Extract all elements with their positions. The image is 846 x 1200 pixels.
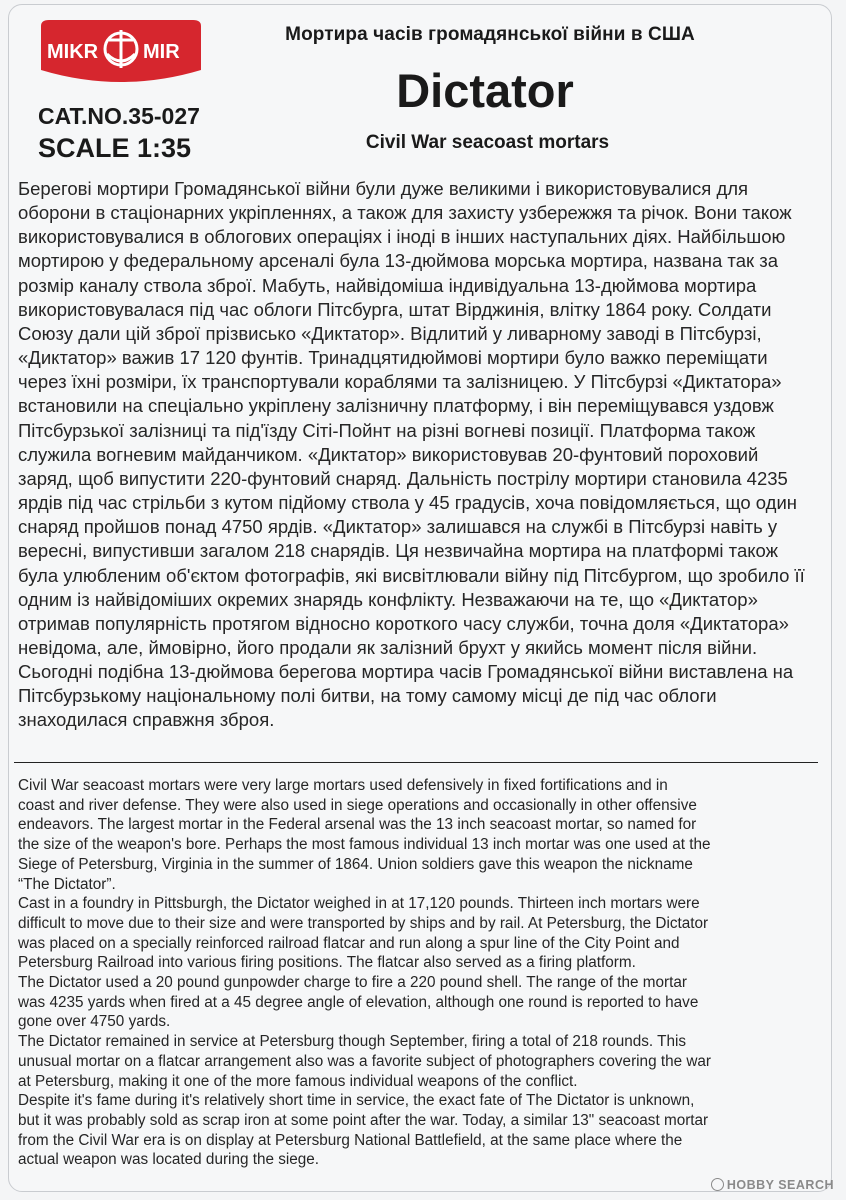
ukrainian-description [18,177,810,733]
text-line-en: was 4235 yards when fired at a 45 degree angle of elevation, although one round is reported to have [18,993,699,1011]
copyright-icon [711,1178,724,1191]
text-line-en: was placed on a specially reinforced railroad flatcar and run along a spur line of the City Point and [18,934,680,952]
page-title: Dictator [396,64,574,117]
text-line-ua: «Диктатор» важив 17 120 фунтів. Тринадцятидюймові мортири було важко переміщати [18,347,768,369]
catalog-number: CAT.NO.35-027 [38,103,200,129]
text-line-ua: одним із найвідоміших окремих знарядь конфлікту. Незважаючи на те, що «Диктатор» [18,588,758,610]
text-line-ua: Пітсбурзькому національному полі битви, на тому самому місці де під час облоги [18,685,717,707]
text-line-ua: ярдів під час стрільби з кутом підйому ствола у 45 градусів, хоча повідомляється, що один [18,492,798,514]
watermark-text: HOBBY SEARCH [726,1178,834,1192]
text-line-ua: невідома, але, ймовірно, його продали як залізний брухт у якийсь момент після війни. [18,636,758,658]
text-line-ua: служила вогневим майданчиком. «Диктатор» використовував 20-фунтовий пороховий [18,443,759,465]
text-line-en: at Petersburg, making it one of the more famous individual weapons of the conflict. [18,1072,578,1090]
text-line-en: Civil War seacoast mortars were very large mortars used defensively in fixed fortifications and in [18,777,668,794]
text-line-en: The Dictator remained in service at Petersburg though September, firing a total of 218 rounds. This [18,1033,687,1051]
text-line-en: Despite it's fame during it's relatively short time in service, the exact fate of The Dictator is unknown, [18,1092,695,1110]
text-line-en: difficult to move due to their size and were transported by ships and by rail. At Petersburg, the Dictator [18,914,709,932]
english-description [18,776,818,1170]
brand-logo [35,18,207,88]
text-line-en: but it was probably sold as scrap iron at some point after the war. Today, a similar 13" seacoast mortar [18,1111,709,1129]
svg-text:MIR: MIR [143,41,180,63]
text-line-ua: встановили на спеціально укріплену залізничну платформу, і він переміщувався уздовж [18,395,774,417]
text-line-ua: Союзу дали цій зброї прізвисько «Диктатор». Відлитий у ливарному заводі в Пітсбурзі, [18,322,762,344]
text-line-ua: використовувалися в облогових операціях і іноді в інших наступальних діях. Найбільшою [18,226,786,248]
text-line-ua: була улюбленим об'єктом фотографів, які висвітлювали війну під Пітсбургом, що зробило її [18,564,805,586]
text-line-ua: використовувалася під час облоги Пітсбурга, штат Вірджинія, влітку 1864 року. Солдати [18,298,772,320]
text-line-ua: мортирою у федеральному арсеналі була 13-дюймова морська мортира, названа так за [18,250,778,272]
text-line-en: gone over 4750 yards. [18,1013,171,1031]
subtitle-ua: Мортира часів громадянської війни в США [285,24,695,45]
text-line-en: endeavors. The largest mortar in the Federal arsenal was the 13 inch seacoast mortar, so named for [18,816,697,834]
text-line-en: unusual mortar on a flatcar arrangement also was a favorite subject of photographers covering the war [18,1052,711,1070]
section-divider [14,762,818,763]
text-line-en: actual weapon was located during the siege. [18,1151,320,1169]
text-line-ua: знаходилася справжня зброя. [18,709,275,731]
text-line-ua: через їхні розміри, їх транспортували кораблями та залізницею. У Пітсбурзі «Диктатора» [18,371,782,393]
scale-label: SCALE 1:35 [38,133,192,163]
text-line-en: the size of the weapon's bore. Perhaps the most famous individual 13 inch mortar was one used at the [18,836,711,854]
text-line-en: “The Dictator”. [18,875,116,893]
text-line-ua: Берегові мортири Громадянської війни були дуже великими і використовувалися для [18,178,749,199]
tagline: Civil War seacoast mortars [365,132,610,153]
text-line-en: Petersburg Railroad into various firing positions. The flatcar also served as a firing platform. [18,954,636,972]
text-line-ua: отримав популярність протягом відносно короткого часу служби, точна доля «Диктатора» [18,612,789,634]
text-line-ua: оборони в стаціонарних укріпленнях, а також для захисту узбережжя та річок. Вони також [18,202,792,224]
watermark [711,1178,834,1192]
text-line-ua: Сьогодні подібна 13-дюймова берегова мортира часів Громадянської війни виставлена на [18,661,794,683]
text-line-en: from the Civil War era is on display at Petersburg National Battlefield, at the same place where the [18,1131,683,1149]
text-line-ua: розмір каналу ствола зброї. Мабуть, найвідоміша індивідуальна 13-дюймова мортира [18,274,757,296]
text-line-ua: Пітсбурзької залізниці та під'їзду Сіті-Пойнт на різні вогневі позиції. Платформа також [18,419,756,441]
svg-text:MIKR: MIKR [47,41,99,63]
text-line-en: Cast in a foundry in Pittsburgh, the Dictator weighed in at 17,120 pounds. Thirteen inch mortars were [18,895,700,913]
text-line-en: The Dictator used a 20 pound gunpowder charge to fire a 220 pound shell. The range of the mortar [18,974,687,992]
text-line-en: coast and river defense. They were also used in siege operations and occasionally in other offensive [18,796,697,814]
text-line-en: Siege of Petersburg, Virginia in the summer of 1864. Union soldiers gave this weapon the nickname [18,855,693,873]
text-line-ua: заряд, щоб випустити 220-фунтовий снаряд. Дальність пострілу мортири становила 4235 [18,467,788,489]
text-line-ua: вересні, випустивши загалом 218 снарядів. Ця незвичайна мортира на платформі також [18,540,778,562]
text-line-ua: снаряд пройшов понад 4750 ярдів. «Диктатор» залишався на службі в Пітсбурзі навіть у [18,516,778,538]
